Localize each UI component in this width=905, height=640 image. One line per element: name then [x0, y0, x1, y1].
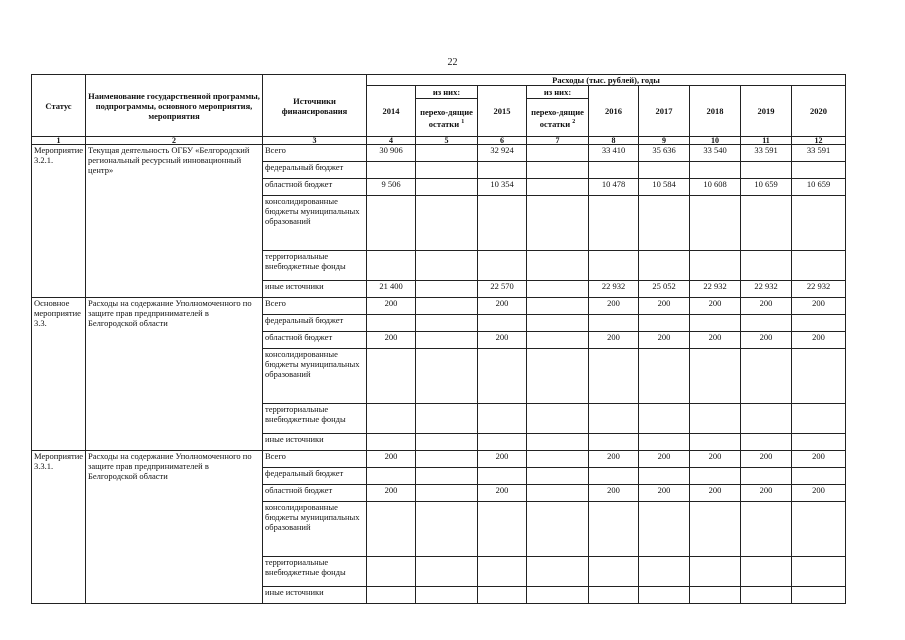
value-cell: 200	[690, 298, 741, 315]
value-cell: 21 400	[367, 281, 416, 298]
source-cell: федеральный бюджет	[263, 315, 367, 332]
value-cell: 33 591	[792, 145, 846, 162]
value-cell	[367, 196, 416, 251]
source-cell: Всего	[263, 145, 367, 162]
column-number-row	[32, 137, 846, 145]
value-cell	[416, 196, 478, 251]
value-cell	[527, 145, 589, 162]
value-cell	[639, 502, 690, 557]
table-row	[32, 145, 846, 162]
value-cell: 10 659	[792, 179, 846, 196]
value-cell: 22 932	[792, 281, 846, 298]
value-cell: 200	[367, 332, 416, 349]
value-cell	[478, 251, 527, 281]
value-cell: 200	[589, 332, 639, 349]
value-cell	[367, 502, 416, 557]
value-cell	[527, 434, 589, 451]
table-row	[32, 298, 846, 315]
value-cell	[589, 162, 639, 179]
value-cell	[527, 404, 589, 434]
value-cell: 200	[478, 451, 527, 468]
name-cell: Расходы на содержание Уполномоченного по защите прав предпринимателей в Белгородской области	[86, 451, 263, 604]
header-year: 2017	[639, 86, 690, 137]
value-cell	[589, 557, 639, 587]
carryover-label: перехо-дящие остатки	[420, 106, 473, 129]
value-cell	[792, 349, 846, 404]
value-cell: 200	[589, 485, 639, 502]
value-cell: 200	[792, 298, 846, 315]
value-cell	[478, 196, 527, 251]
column-number: 11	[741, 137, 792, 145]
status-cell: Основное мероприятие 3.3.	[32, 298, 86, 451]
name-cell: Текущая деятельность ОГБУ «Белгородский региональный ресурсный инновационный центр»	[86, 145, 263, 298]
value-cell	[416, 434, 478, 451]
source-cell: федеральный бюджет	[263, 162, 367, 179]
value-cell	[367, 434, 416, 451]
value-cell	[367, 315, 416, 332]
header-year: 2015	[478, 86, 527, 137]
value-cell: 200	[367, 485, 416, 502]
value-cell: 10 584	[639, 179, 690, 196]
value-cell	[416, 315, 478, 332]
value-cell: 33 540	[690, 145, 741, 162]
financing-table	[31, 74, 846, 604]
value-cell	[792, 434, 846, 451]
header-year: 2014	[367, 86, 416, 137]
value-cell	[589, 196, 639, 251]
source-cell: консолидированные бюджеты муниципальных образований	[263, 502, 367, 557]
value-cell	[527, 196, 589, 251]
value-cell	[589, 349, 639, 404]
value-cell: 200	[741, 332, 792, 349]
header-carryover	[527, 99, 589, 137]
value-cell: 30 906	[367, 145, 416, 162]
value-cell: 200	[478, 332, 527, 349]
value-cell	[478, 587, 527, 604]
value-cell	[416, 179, 478, 196]
value-cell	[639, 404, 690, 434]
value-cell	[690, 502, 741, 557]
value-cell	[792, 196, 846, 251]
value-cell	[690, 468, 741, 485]
source-cell: иные источники	[263, 434, 367, 451]
footnote-mark: 2	[572, 118, 576, 125]
column-number: 6	[478, 137, 527, 145]
value-cell: 33 410	[589, 145, 639, 162]
source-cell: федеральный бюджет	[263, 468, 367, 485]
value-cell	[741, 468, 792, 485]
value-cell	[792, 315, 846, 332]
value-cell	[478, 468, 527, 485]
value-cell	[741, 434, 792, 451]
header-year: 2018	[690, 86, 741, 137]
status-cell: Мероприятие 3.3.1.	[32, 451, 86, 604]
value-cell	[527, 179, 589, 196]
header-status: Статус	[32, 75, 86, 137]
value-cell	[478, 434, 527, 451]
value-cell	[416, 557, 478, 587]
value-cell	[416, 485, 478, 502]
value-cell	[416, 298, 478, 315]
header-sources: Источники финансирования	[263, 75, 367, 137]
value-cell: 200	[639, 298, 690, 315]
value-cell	[367, 557, 416, 587]
column-number: 10	[690, 137, 741, 145]
column-number: 8	[589, 137, 639, 145]
footnote-mark: 1	[461, 118, 465, 125]
column-number: 9	[639, 137, 690, 145]
source-cell: областной бюджет	[263, 485, 367, 502]
value-cell	[741, 557, 792, 587]
value-cell: 200	[367, 451, 416, 468]
value-cell: 25 052	[639, 281, 690, 298]
value-cell	[690, 434, 741, 451]
value-cell	[589, 502, 639, 557]
value-cell	[416, 587, 478, 604]
value-cell: 200	[589, 451, 639, 468]
value-cell	[527, 485, 589, 502]
value-cell	[690, 251, 741, 281]
value-cell	[416, 251, 478, 281]
source-cell: областной бюджет	[263, 179, 367, 196]
value-cell	[690, 315, 741, 332]
value-cell	[416, 145, 478, 162]
value-cell	[741, 349, 792, 404]
value-cell	[792, 251, 846, 281]
source-cell: территориальные внебюджетные фонды	[263, 404, 367, 434]
value-cell	[792, 468, 846, 485]
value-cell	[792, 587, 846, 604]
value-cell	[527, 298, 589, 315]
value-cell	[690, 557, 741, 587]
value-cell	[367, 251, 416, 281]
column-number: 12	[792, 137, 846, 145]
value-cell: 10 354	[478, 179, 527, 196]
value-cell	[639, 587, 690, 604]
value-cell	[690, 404, 741, 434]
value-cell	[527, 251, 589, 281]
value-cell: 22 932	[690, 281, 741, 298]
value-cell: 200	[639, 451, 690, 468]
source-cell: территориальные внебюджетные фонды	[263, 557, 367, 587]
value-cell	[478, 404, 527, 434]
value-cell: 200	[741, 485, 792, 502]
value-cell: 10 478	[589, 179, 639, 196]
header-year: 2020	[792, 86, 846, 137]
value-cell	[741, 251, 792, 281]
value-cell	[416, 451, 478, 468]
value-cell: 32 924	[478, 145, 527, 162]
header-expenses: Расходы (тыс. рублей), годы	[367, 75, 846, 86]
value-cell	[690, 349, 741, 404]
value-cell	[478, 315, 527, 332]
value-cell	[478, 502, 527, 557]
column-number: 2	[86, 137, 263, 145]
value-cell	[367, 587, 416, 604]
value-cell: 200	[741, 451, 792, 468]
value-cell	[527, 162, 589, 179]
column-number: 4	[367, 137, 416, 145]
value-cell: 200	[639, 485, 690, 502]
value-cell	[478, 162, 527, 179]
value-cell	[527, 281, 589, 298]
value-cell	[741, 404, 792, 434]
value-cell: 35 636	[639, 145, 690, 162]
value-cell: 200	[690, 332, 741, 349]
value-cell: 9 506	[367, 179, 416, 196]
value-cell	[690, 162, 741, 179]
value-cell	[589, 404, 639, 434]
value-cell	[527, 332, 589, 349]
source-cell: областной бюджет	[263, 332, 367, 349]
value-cell	[416, 162, 478, 179]
value-cell	[690, 196, 741, 251]
value-cell	[741, 502, 792, 557]
header-year: 2019	[741, 86, 792, 137]
header-carryover	[416, 99, 478, 137]
value-cell: 10 608	[690, 179, 741, 196]
value-cell: 22 932	[741, 281, 792, 298]
value-cell	[639, 196, 690, 251]
value-cell	[416, 332, 478, 349]
value-cell	[639, 557, 690, 587]
value-cell	[741, 196, 792, 251]
value-cell: 10 659	[741, 179, 792, 196]
value-cell	[527, 587, 589, 604]
value-cell: 200	[478, 485, 527, 502]
value-cell	[527, 502, 589, 557]
value-cell	[416, 468, 478, 485]
source-cell: Всего	[263, 298, 367, 315]
value-cell	[416, 404, 478, 434]
source-cell: Всего	[263, 451, 367, 468]
header-year: 2016	[589, 86, 639, 137]
value-cell	[589, 434, 639, 451]
table-row	[32, 451, 846, 468]
value-cell	[792, 502, 846, 557]
value-cell	[792, 162, 846, 179]
column-number: 1	[32, 137, 86, 145]
page-number: 22	[447, 57, 458, 68]
value-cell	[639, 251, 690, 281]
source-cell: иные источники	[263, 281, 367, 298]
value-cell	[527, 349, 589, 404]
value-cell	[527, 451, 589, 468]
value-cell: 33 591	[741, 145, 792, 162]
value-cell	[589, 468, 639, 485]
header-name: Наименование государственной программы, подпрограммы, основного мероприятия, мероприятия	[86, 75, 263, 137]
status-cell: Мероприятие 3.2.1.	[32, 145, 86, 298]
value-cell	[690, 587, 741, 604]
value-cell	[367, 404, 416, 434]
value-cell	[527, 315, 589, 332]
column-number: 7	[527, 137, 589, 145]
value-cell	[639, 162, 690, 179]
value-cell: 200	[367, 298, 416, 315]
table-body	[32, 137, 846, 604]
value-cell: 22 570	[478, 281, 527, 298]
source-cell: территориальные внебюджетные фонды	[263, 251, 367, 281]
value-cell	[589, 251, 639, 281]
source-cell: консолидированные бюджеты муниципальных образований	[263, 196, 367, 251]
value-cell	[639, 349, 690, 404]
header-of-which: из них:	[527, 86, 589, 99]
value-cell	[741, 315, 792, 332]
value-cell: 200	[792, 485, 846, 502]
value-cell	[527, 557, 589, 587]
value-cell: 200	[792, 332, 846, 349]
value-cell	[527, 468, 589, 485]
value-cell	[792, 557, 846, 587]
value-cell	[367, 349, 416, 404]
value-cell	[416, 349, 478, 404]
carryover-label: перехо-дящие остатки	[531, 106, 584, 129]
value-cell	[589, 587, 639, 604]
value-cell	[639, 468, 690, 485]
value-cell	[792, 404, 846, 434]
column-number: 3	[263, 137, 367, 145]
value-cell	[741, 587, 792, 604]
value-cell: 200	[478, 298, 527, 315]
value-cell	[478, 349, 527, 404]
value-cell: 200	[741, 298, 792, 315]
value-cell: 200	[690, 451, 741, 468]
column-number: 5	[416, 137, 478, 145]
value-cell	[478, 557, 527, 587]
value-cell: 200	[639, 332, 690, 349]
value-cell	[416, 502, 478, 557]
source-cell: консолидированные бюджеты муниципальных образований	[263, 349, 367, 404]
header-of-which: из них:	[416, 86, 478, 99]
value-cell: 22 932	[589, 281, 639, 298]
value-cell	[589, 315, 639, 332]
source-cell: иные источники	[263, 587, 367, 604]
value-cell	[416, 281, 478, 298]
value-cell: 200	[792, 451, 846, 468]
value-cell	[741, 162, 792, 179]
name-cell: Расходы на содержание Уполномоченного по защите прав предпринимателей в Белгородской области	[86, 298, 263, 451]
value-cell	[367, 468, 416, 485]
value-cell	[367, 162, 416, 179]
value-cell: 200	[589, 298, 639, 315]
value-cell	[639, 434, 690, 451]
value-cell: 200	[690, 485, 741, 502]
value-cell	[639, 315, 690, 332]
